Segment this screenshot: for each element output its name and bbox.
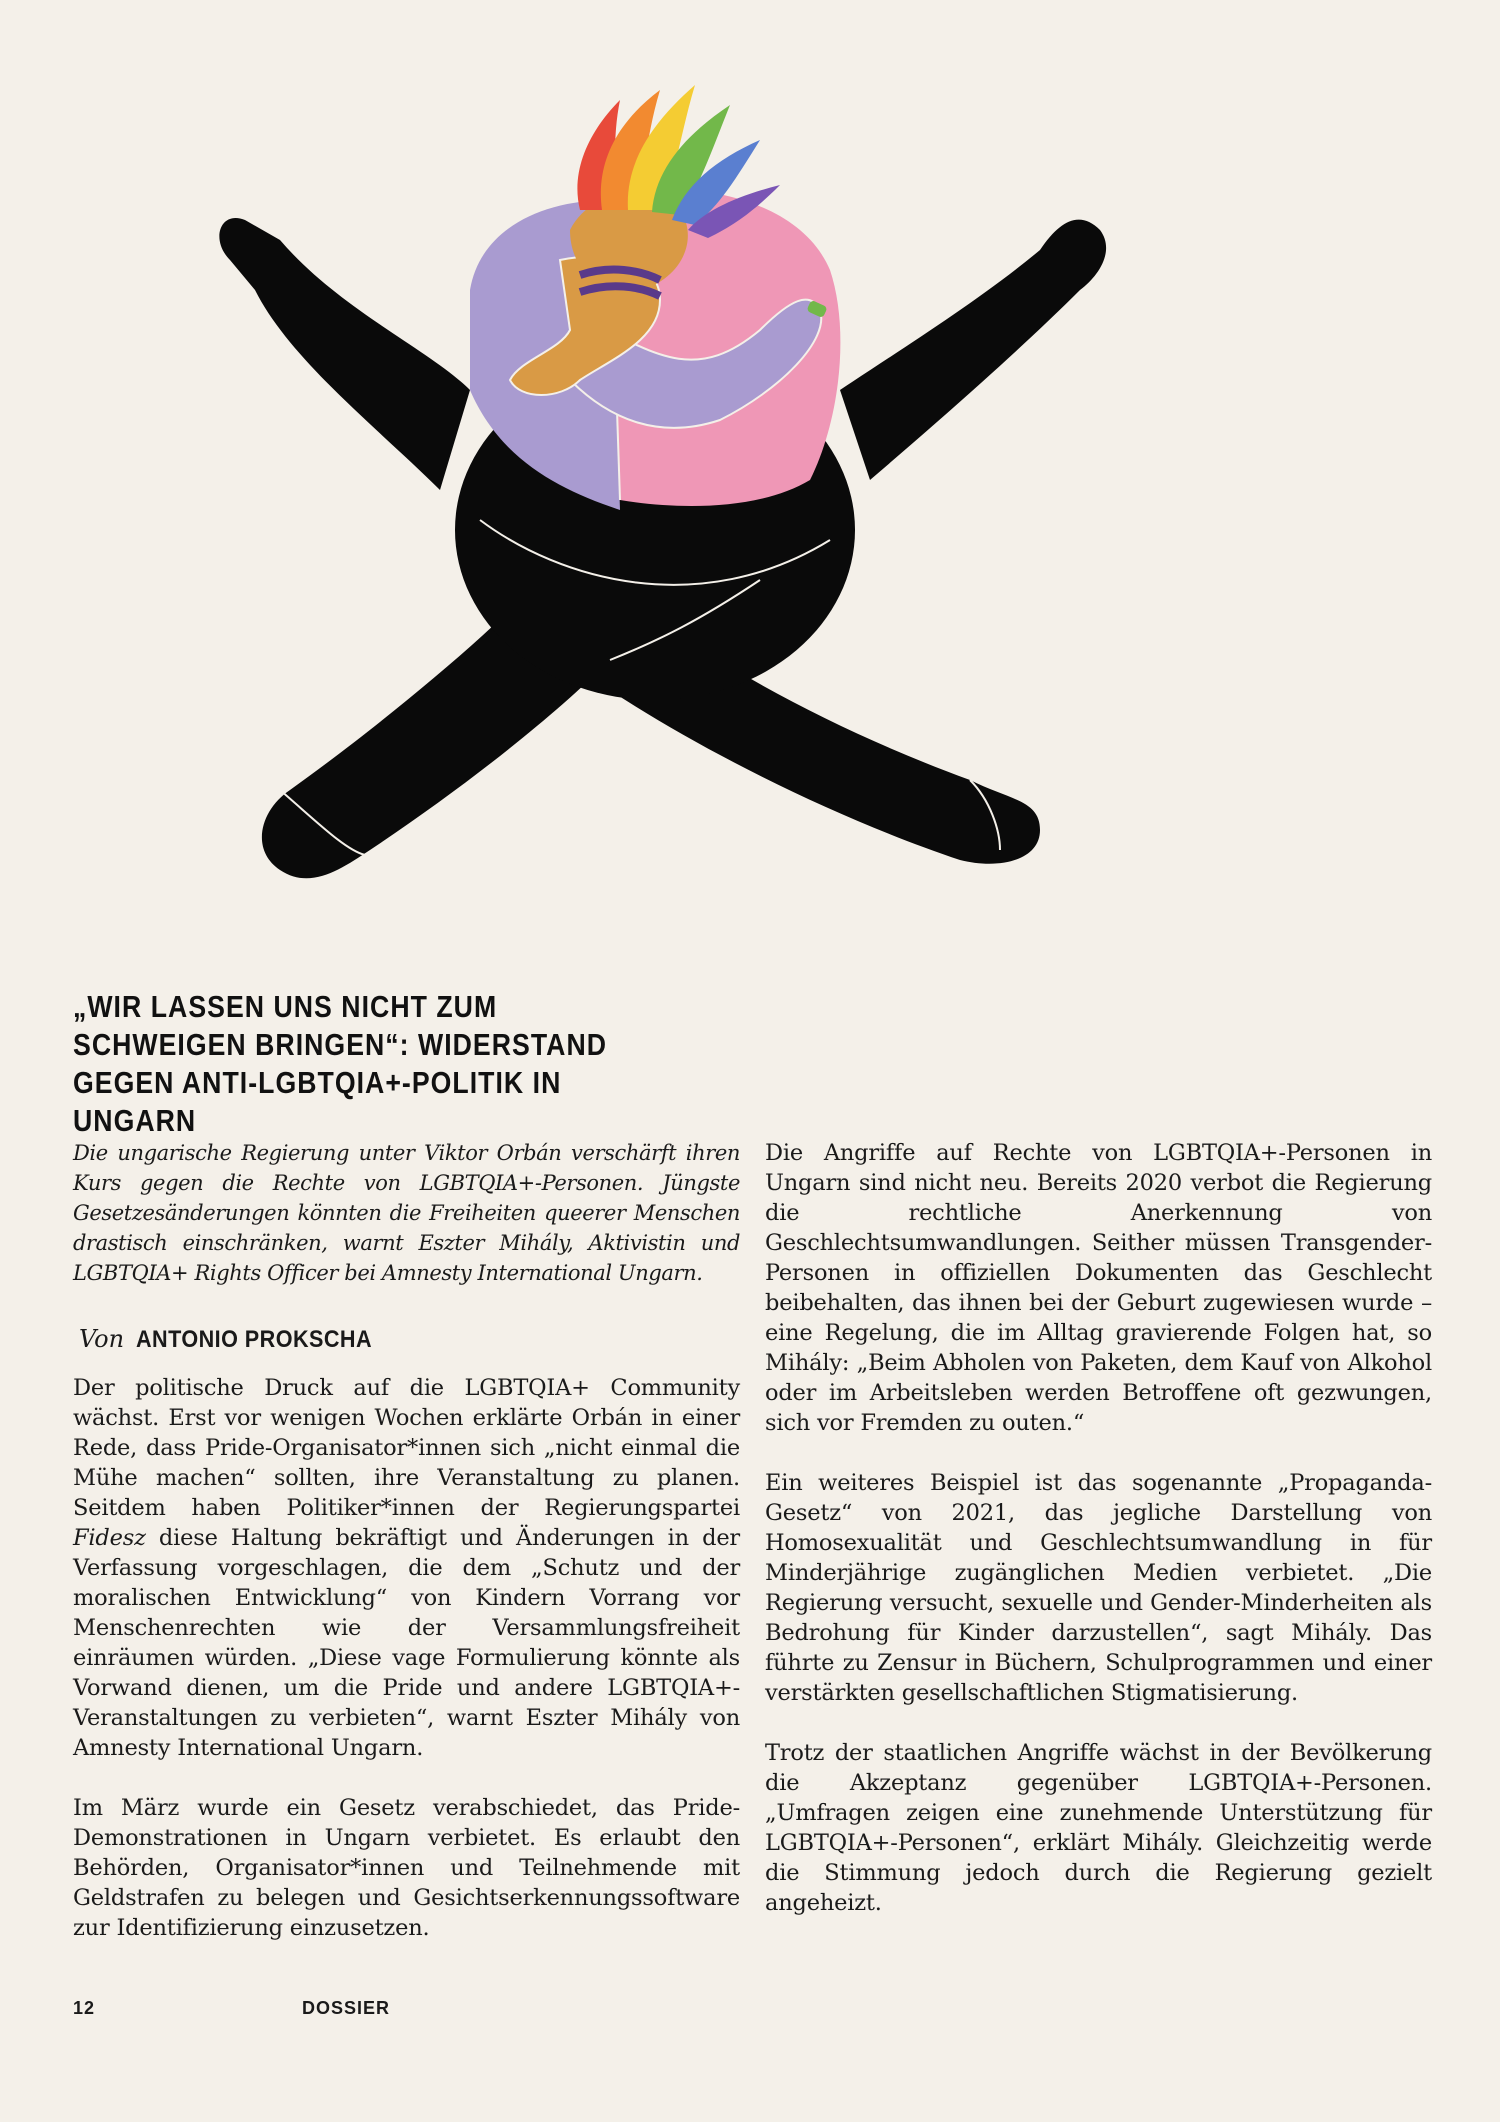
party-name: Fidesz [73,1525,146,1551]
body-paragraph: Im März wurde ein Gesetz verabschiedet, das Pride-Demonstrationen in Ungarn verbietet. Es erlaubt den Behörden, Organisator*innen und Teilnehmende mit Geldstrafen zu belegen und Gesichtserkennungssoftware zur Identifizierung einzusetzen. [73,1795,740,1941]
torso-illustration [470,188,840,510]
left-column [73,1138,740,1973]
byline [79,1324,740,1355]
article-headline: „WIR LASSEN UNS NICHT ZUM SCHWEIGEN BRINGEN“: WIDERSTAND GEGEN ANTI-LGBTQIA+-POLITIK IN UNGARN [73,989,608,1138]
hero-illustration [140,60,1200,910]
body-paragraph: Trotz der staatlichen Angriffe wächst in der Bevölkerung die Akzeptanz gegenüber LGBTQIA+-Personen. „Umfragen zeigen eine zunehmende Unterstützung für LGBTQIA+-Personen“, erklärt Mihály. Gleichzeitig werde die Stimmung jedoch durch die Regierung gezielt angeheizt. [765,1740,1432,1916]
byline-prefix: Von [79,1325,125,1353]
section-label: DOSSIER [302,1998,391,2018]
body-paragraph [73,1373,740,1763]
body-text: diese Haltung bekräftigt und Änderungen in der Verfassung vorgeschlagen, die dem „Schutz und der moralischen Entwicklung“ von Kindern Vorrang vor Menschenrechten wie der Versammlungsfreiheit einräumen würden. „Diese vage Formulierung könnte als Vorwand dienen, um die Pride und andere LGBTQIA+-Veranstaltungen zu verbieten“, warnt Eszter Mihály von Amnesty International Ungarn. [73,1525,740,1761]
right-column [765,1138,1432,1948]
author-name: ANTONIO PROKSCHA [135,1326,372,1353]
article-lead: Die ungarische Regierung unter Viktor Orbán verschärft ihren Kurs gegen die Rechte von LGBTQIA+-Personen. Jüngste Gesetzesänderungen könnten die Freiheiten queerer Menschen drastisch einschränken, warnt Eszter Mihály, Aktivistin und LGBTQIA+ Rights Officer bei Amnesty International Ungarn. [73,1141,740,1285]
body-paragraph: Ein weiteres Beispiel ist das sogenannte „Propaganda-Gesetz“ von 2021, das jegliche Darstellung von Homosexualität und Geschlechtsumwandlung in für Minderjährige zugänglichen Medien verbietet. „Die Regierung versucht, sexuelle und Gender-Minderheiten als Bedrohung für Kinder darzustellen“, sagt Mihály. Das führte zu Zensur in Büchern, Schulprogrammen und einer verstärkten gesellschaftlichen Stigmatisierung. [765,1470,1432,1706]
body-text: Der politische Druck auf die LGBTQIA+ Community wächst. Erst vor wenigen Wochen erklärte Orbán in einer Rede, dass Pride-Organisator*innen sich „nicht einmal die Mühe machen“ sollten, ihre Veranstaltung zu planen. Seitdem haben Politiker*innen der Regierungspartei [73,1375,740,1521]
page-number: 12 [73,1998,96,2018]
body-paragraph: Die Angriffe auf Rechte von LGBTQIA+-Personen in Ungarn sind nicht neu. Bereits 2020 verbot die Regierung die rechtliche Anerkennung von Geschlechtsumwandlungen. Seither müssen Transgender-Personen in offiziellen Dokumenten das Geschlecht beibehalten, das ihnen bei der Geburt zugewiesen wurde – eine Regelung, die im Alltag gravierende Folgen hat, so Mihály: „Beim Abholen von Paketen, dem Kauf von Alkohol oder im Arbeitsleben werden Betroffene oft gezwungen, sich vor Fremden zu outen.“ [765,1140,1432,1436]
